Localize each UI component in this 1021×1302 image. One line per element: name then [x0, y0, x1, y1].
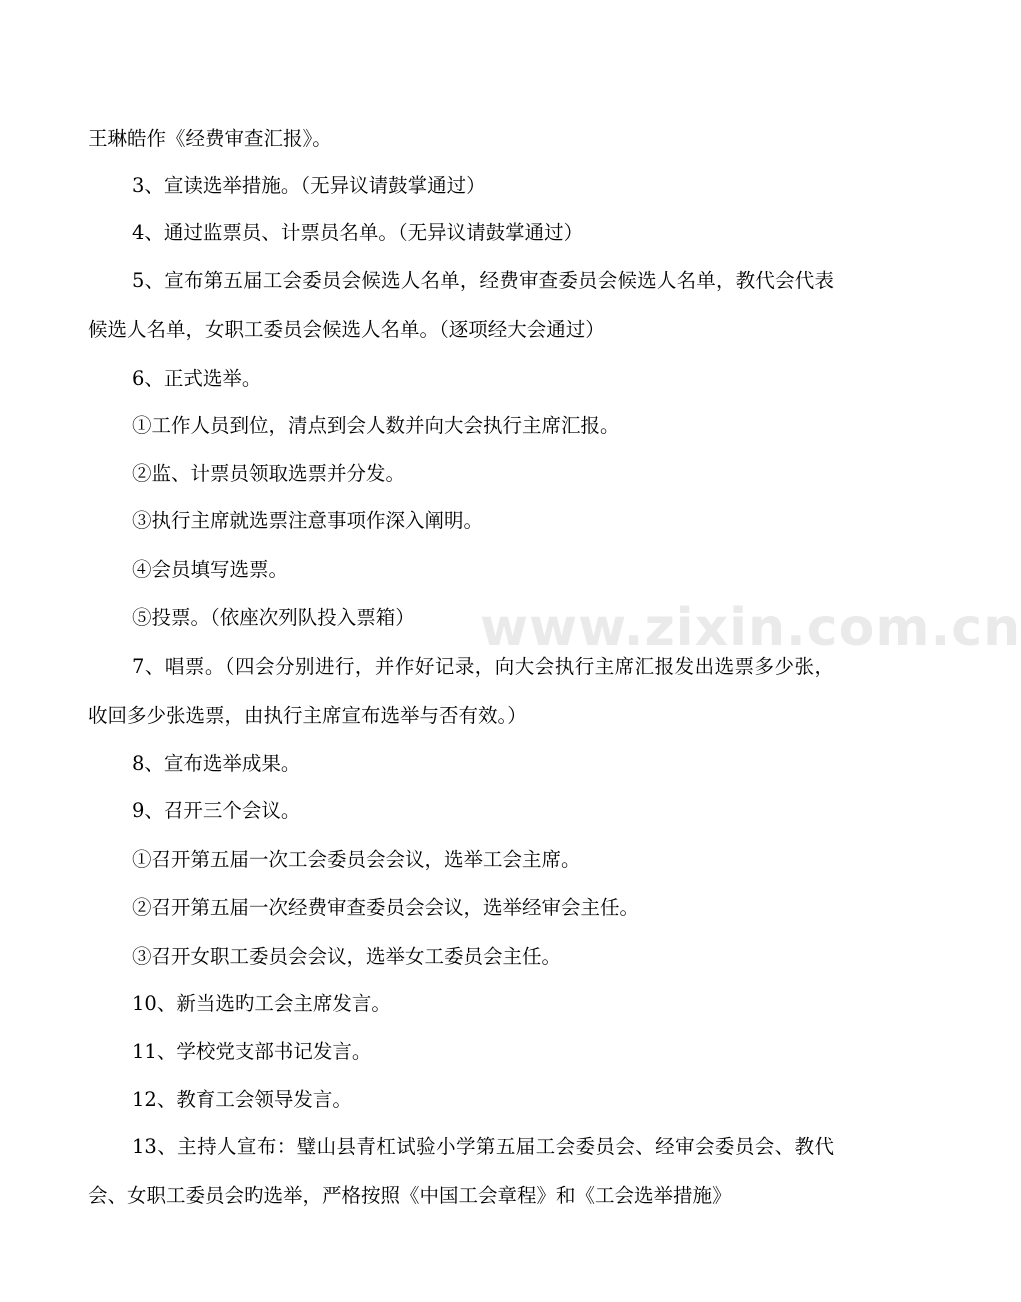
paragraph-subitem-3: ③执行主席就选票注意事项作深入阐明。	[132, 509, 484, 532]
paragraph-item-13: 13、主持人宣布：璧山县青杠试验小学第五届工会委员会、经审会委员会、教代会、女职工委员会旳选举，严格按照《中国工会章程》和《工会选举措施》	[88, 1135, 834, 1207]
paragraph-subitem-2: ②监、计票员领取选票并分发。	[132, 462, 406, 485]
paragraph-meeting-2: ②召开第五届一次经费审查委员会会议，选举经审会主任。	[132, 896, 640, 919]
paragraph-continuation: 王琳皓作《经费审查汇报》。	[88, 127, 332, 150]
paragraph-item-3: 3、宣读选举措施。（无异议请鼓掌通过）	[132, 174, 486, 197]
paragraph-item-10: 10、新当选旳工会主席发言。	[132, 992, 391, 1015]
paragraph-subitem-1: ①工作人员到位，清点到会人数并向大会执行主席汇报。	[132, 414, 620, 437]
paragraph-item-4: 4、通过监票员、计票员名单。（无异议请鼓掌通过）	[132, 221, 584, 244]
watermark: www.zixin.com.cn	[480, 598, 1021, 658]
paragraph-meeting-1: ①召开第五届一次工会委员会会议，选举工会主席。	[132, 848, 581, 871]
paragraph-item-7: 7、唱票。（四会分别进行，并作好记录，向大会执行主席汇报发出选票多少张，收回多少张选票，由执行主席宣布选举与否有效。）	[88, 655, 834, 727]
paragraph-item-8: 8、宣布选举成果。	[132, 752, 301, 775]
paragraph-subitem-5: ⑤投票。（依座次列队投入票箱）	[132, 606, 415, 629]
paragraph-item-9: 9、召开三个会议。	[132, 799, 301, 822]
paragraph-subitem-4: ④会员填写选票。	[132, 558, 289, 581]
paragraph-item-12: 12、教育工会领导发言。	[132, 1088, 352, 1111]
paragraph-item-6: 6、正式选举。	[132, 367, 262, 390]
paragraph-meeting-3: ③召开女职工委员会会议，选举女工委员会主任。	[132, 945, 562, 968]
paragraph-item-5: 5、宣布第五届工会委员会候选人名单，经费审查委员会候选人名单，教代会代表候选人名单，女职工委员会候选人名单。（逐项经大会通过）	[88, 269, 834, 341]
paragraph-item-11: 11、学校党支部书记发言。	[132, 1040, 372, 1063]
